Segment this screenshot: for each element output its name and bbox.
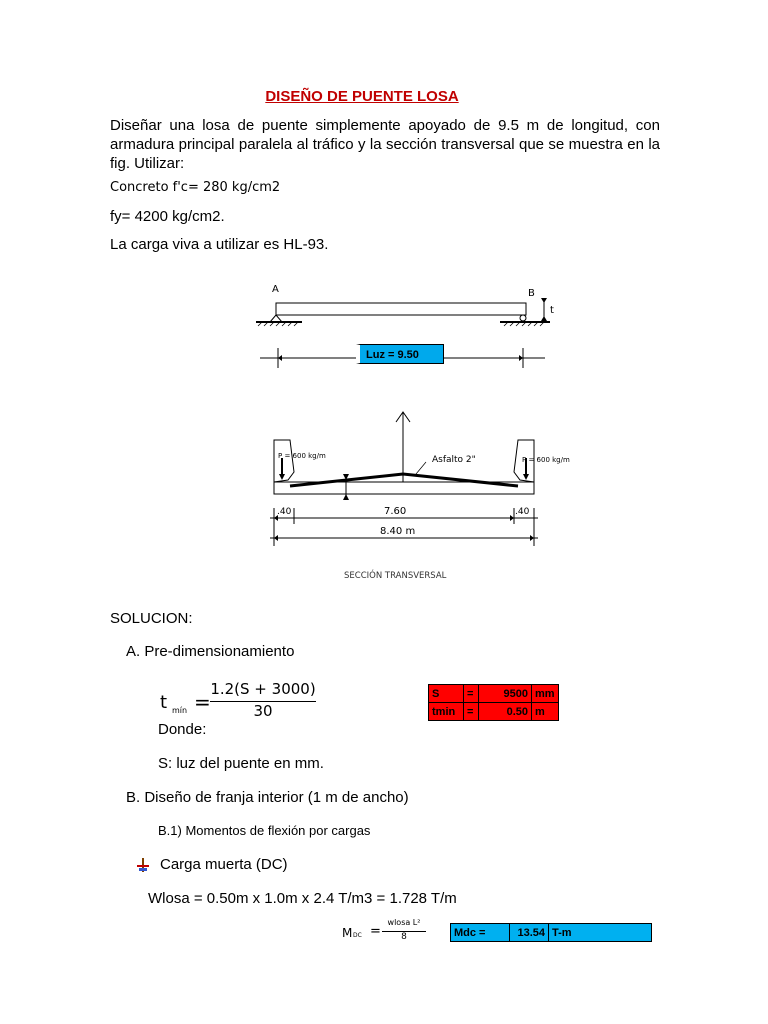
tmin-eq: = — [464, 703, 479, 721]
asphalt-label: Asfalto 2" — [432, 455, 476, 465]
label-t: t — [550, 305, 554, 316]
fy-spec: fy= 4200 kg/cm2. — [110, 208, 225, 225]
mdc-numerator: wlosa L² — [387, 918, 421, 927]
load-right-label: P = 600 kg/m — [522, 456, 570, 464]
formula-eq: = — [194, 690, 211, 714]
section-a-heading: A. Pre-dimensionamiento — [126, 643, 295, 660]
formula-t: t — [160, 692, 168, 713]
label-a: A — [272, 284, 279, 295]
span-name: S — [429, 685, 464, 703]
mdc-sub: DC — [353, 932, 362, 939]
span-unit: mm — [532, 685, 559, 703]
formula-denominator: 30 — [253, 702, 273, 720]
slab-rect — [276, 303, 526, 315]
mdc-denominator: 8 — [401, 932, 407, 942]
concrete-spec: Concreto f'c= 280 kg/cm2 — [110, 180, 281, 195]
s-definition: S: luz del puente en mm. — [158, 755, 324, 772]
support-b — [520, 315, 526, 321]
tmin-value: 0.50 — [479, 703, 532, 721]
tmin-unit: m — [532, 703, 559, 721]
section-b-heading: B. Diseño de franja interior (1 m de ancho) — [126, 789, 409, 806]
span-length-box: Luz = 9.50 — [356, 344, 444, 364]
mdc-value: 13.54 — [510, 924, 549, 942]
live-load-spec: La carga viva a utilizar es HL-93. — [110, 236, 329, 253]
document-title: DISEÑO DE PUENTE LOSA — [265, 88, 459, 105]
donde-label: Donde: — [158, 721, 207, 738]
load-left-label: P = 600 kg/m — [278, 452, 326, 460]
tmin-name: tmin — [429, 703, 464, 721]
dim-right-label: .40 — [515, 507, 530, 517]
span-value: 9500 — [479, 685, 532, 703]
formula-t-sub: mín — [172, 706, 188, 715]
dim-left-label: .40 — [277, 507, 292, 517]
mdc-name: Mdc = — [451, 924, 510, 942]
span-eq: = — [464, 685, 479, 703]
span-table — [428, 684, 559, 721]
mdc-eq: = — [370, 924, 381, 939]
dim-total-label: 8.40 m — [380, 526, 416, 537]
intro-paragraph: Diseñar una losa de puente simplemente apoyado de 9.5 m de longitud, con armadura principal paralela al tráfico y la sección transversal que se muestra en la fig. Utilizar: — [110, 117, 660, 172]
table-row — [429, 685, 559, 703]
solution-heading: SOLUCION: — [110, 610, 193, 627]
bullet-icon — [136, 857, 150, 873]
dead-load-heading: Carga muerta (DC) — [160, 856, 288, 873]
section-caption: SECCIÓN TRANSVERSAL — [344, 571, 447, 581]
mdc-unit: T-m — [549, 924, 652, 942]
mdc-table — [450, 923, 652, 942]
dim-inner-label: 7.60 — [384, 506, 407, 517]
mdc-formula — [342, 916, 426, 950]
cross-section-diagram — [266, 410, 570, 590]
support-a — [270, 315, 282, 322]
wlosa-equation: Wlosa = 0.50m x 1.0m x 2.4 T/m3 = 1.728 T/m — [148, 890, 457, 907]
mdc-m: M — [342, 926, 353, 940]
formula-numerator: 1.2(S + 3000) — [210, 680, 316, 698]
table-row — [429, 703, 559, 721]
table-row — [451, 924, 652, 942]
tmin-formula — [160, 680, 320, 724]
section-b1-heading: B.1) Momentos de flexión por cargas — [158, 823, 371, 838]
label-b: B — [528, 288, 535, 299]
